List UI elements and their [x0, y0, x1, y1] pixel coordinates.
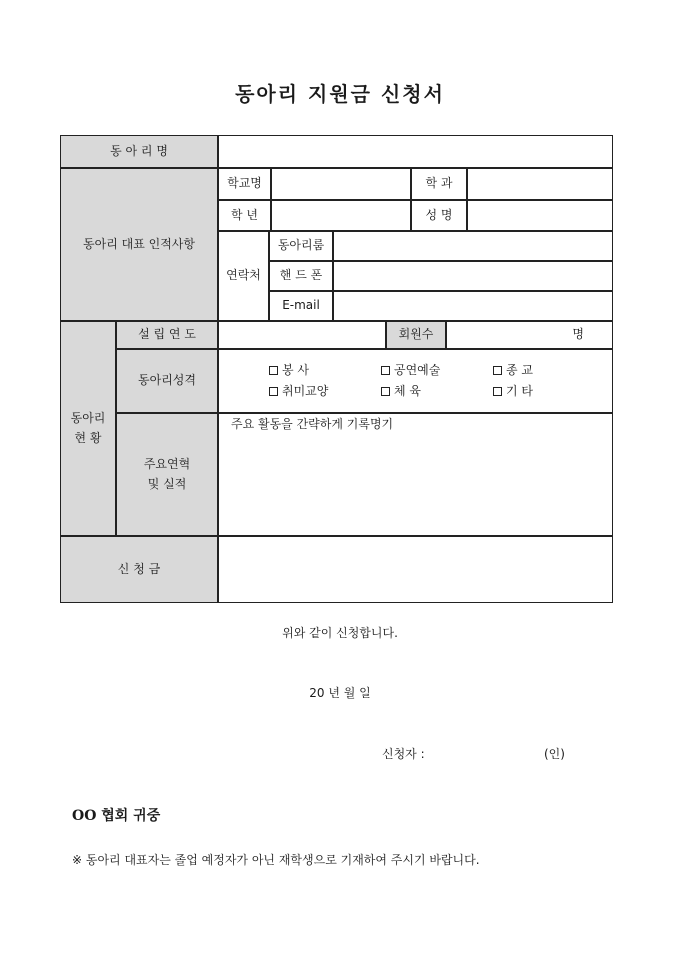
type-option-label: 봉 사 [282, 362, 309, 377]
grade-field[interactable] [271, 200, 411, 231]
contact-label: 연락처 [218, 231, 269, 321]
checkbox-icon[interactable] [381, 387, 390, 396]
phone-label: 핸 드 폰 [269, 261, 333, 291]
type-option-label: 종 교 [506, 362, 533, 377]
history-label-line2: 및 실적 [147, 476, 187, 491]
association-recipient: OO 협회 귀중 [72, 808, 161, 824]
type-option-label: 체 육 [394, 384, 421, 398]
club-room-label: 동아리룸 [269, 231, 333, 261]
type-option-label: 기 타 [506, 384, 533, 398]
type-option-performing-arts[interactable] [381, 361, 493, 380]
amount-field[interactable] [218, 536, 613, 603]
phone-field[interactable] [333, 261, 613, 291]
club-name-label: 동 아 리 명 [60, 135, 218, 168]
checkbox-icon[interactable] [493, 366, 502, 375]
grade-label: 학 년 [218, 200, 271, 231]
type-option-label: 취미교양 [282, 384, 329, 398]
member-count-field[interactable] [446, 321, 613, 349]
school-label: 학교명 [218, 168, 271, 200]
club-status-label-line2: 현 황 [74, 430, 102, 445]
checkbox-icon[interactable] [269, 366, 278, 375]
application-form-table [60, 135, 613, 603]
club-room-field[interactable] [333, 231, 613, 261]
member-count-unit: 명 [572, 327, 584, 342]
club-status-label-line1: 동아리 [70, 411, 106, 426]
type-option-volunteer[interactable] [269, 361, 381, 380]
email-label: E-mail [269, 291, 333, 321]
school-field[interactable] [271, 168, 411, 200]
email-field[interactable] [333, 291, 613, 321]
history-label-line1: 주요연혁 [143, 457, 191, 472]
form-title: 동아리 지원금 신청서 [235, 82, 445, 106]
date-line: 20 년 월 일 [309, 686, 371, 700]
history-field[interactable]: 주요 활동을 간략하게 기록명기 [218, 413, 613, 536]
member-count-label: 회원수 [386, 321, 446, 349]
name-field[interactable] [467, 200, 613, 231]
seal-mark: (인) [544, 747, 565, 761]
checkbox-icon[interactable] [269, 387, 278, 396]
founded-year-label: 설 립 연 도 [116, 321, 218, 349]
club-status-label [60, 321, 116, 536]
checkbox-icon[interactable] [493, 387, 502, 396]
checkbox-icon[interactable] [381, 366, 390, 375]
type-option-religion[interactable] [493, 361, 593, 380]
club-name-field[interactable] [218, 135, 613, 168]
department-label: 학 과 [411, 168, 467, 200]
history-label [116, 413, 218, 536]
type-option-sports[interactable] [381, 382, 493, 401]
founded-year-field[interactable] [218, 321, 386, 349]
applicant-label: 신청자 : [382, 747, 425, 761]
type-option-label: 공연예술 [394, 362, 441, 377]
type-option-hobby[interactable] [269, 382, 381, 401]
application-statement: 위와 같이 신청합니다. [282, 626, 398, 640]
department-field[interactable] [467, 168, 613, 200]
name-label: 성 명 [411, 200, 467, 231]
club-type-label: 동아리성격 [116, 349, 218, 413]
club-type-options [218, 349, 613, 413]
representative-label: 동아리 대표 인적사항 [60, 168, 218, 321]
footnote: ※ 동아리 대표자는 졸업 예정자가 아닌 재학생으로 기재하여 주시기 바랍니다. [72, 853, 480, 867]
type-option-other[interactable] [493, 382, 593, 401]
amount-label: 신 청 금 [60, 536, 218, 603]
